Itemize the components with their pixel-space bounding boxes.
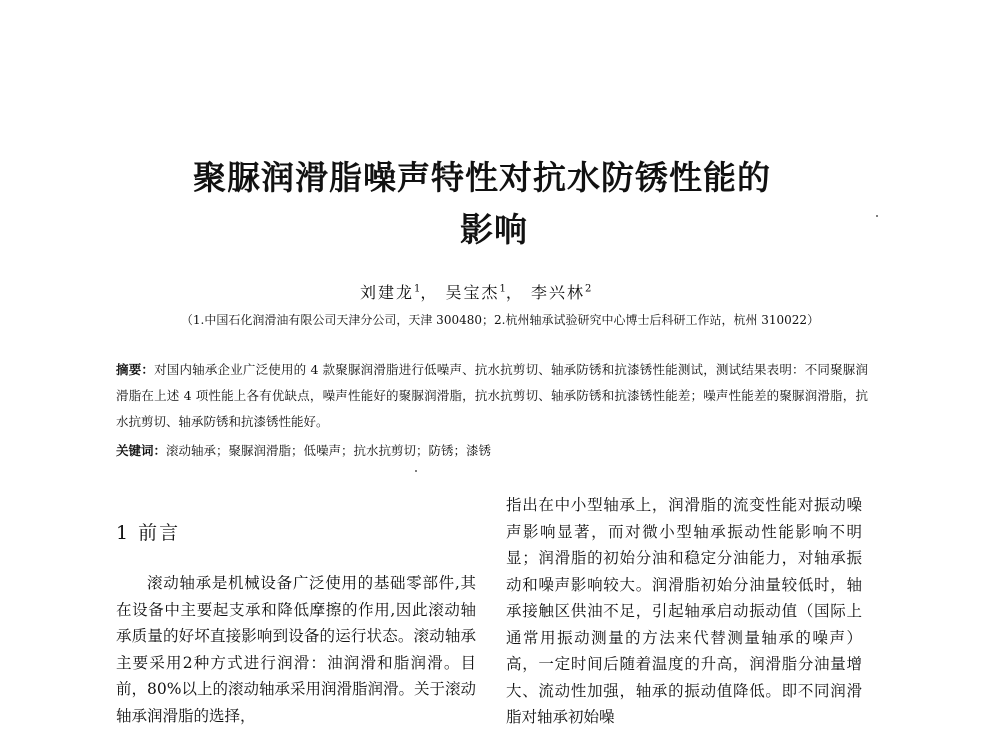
keywords-label: 关键词： [116,443,167,458]
author-list: 刘建龙$^1$， 吴宝杰$^1$， 李兴林$^2$ [360,283,592,302]
body-column-left [116,570,476,729]
body-paragraph: 滚动轴承是机械设备广泛使用的基础零部件,其在设备中主要起支承和降低摩擦的作用,因此滚动轴承质量的好坏直接影响到设备的运行状态。滚动轴承主要采用2种方式进行润滑：油润滑和脂润滑。目前，80%以上的滚动轴承采用润滑脂润滑。关于滚动轴承润滑脂的选择， [116,574,476,725]
paper-title-line-2: 影响 [460,210,528,249]
author-name: 吴宝杰 [445,283,500,302]
author-name: 李兴林 [530,283,585,302]
scan-speck [876,215,878,217]
keywords [116,441,868,461]
affiliation: （1.中国石化润滑油有限公司天津分公司，天津 300480；2.杭州轴承试验研究中心博士后科研工作站，杭州 310022） [180,313,820,327]
scan-speck [415,470,417,472]
abstract [116,357,868,435]
author-affil-mark: 2 [584,283,592,295]
paper-title-line-1: 聚脲润滑脂噪声特性对抗水防锈性能的 [193,158,771,197]
author-affil-mark: 1 [414,283,421,295]
keywords-text: 滚动轴承；聚脲润滑脂；低噪声；抗水抗剪切；防锈；漆锈 [166,443,492,458]
author-affil-mark: 1 [499,283,506,295]
abstract-label: 摘要： [116,362,155,377]
section-heading: 1 前言 [116,522,181,544]
abstract-text: 对国内轴承企业广泛使用的 4 款聚脲润滑脂进行低噪声、抗水抗剪切、轴承防锈和抗漆锈性能测试，测试结果表明：不同聚脲润滑脂在上述 4 项性能上各有优缺点，噪声性能好的聚脲润滑脂，抗水抗剪切、轴承防锈和抗漆锈性能差；噪声性能差的聚脲润滑脂，抗水抗剪切、轴承防锈和抗漆锈性能好。 [116,362,868,429]
body-paragraph: 指出在中小型轴承上，润滑脂的流变性能对振动噪声影响显著，而对微小型轴承振动性能影响不明显；润滑脂的初始分油和稳定分油能力，对轴承振动和噪声影响较大。润滑脂初始分油量较低时，轴承接触区供油不足，引起轴承启动振动值（国际上通常用振动测量的方法来代替测量轴承的噪声）高，一定时间后随着温度的升高，润滑脂分油量增大、流动性加强，轴承的振动值降低。即不同润滑脂对轴承初始噪 [506,496,862,726]
body-column-right [506,492,862,731]
author-name: 刘建龙 [360,283,415,302]
